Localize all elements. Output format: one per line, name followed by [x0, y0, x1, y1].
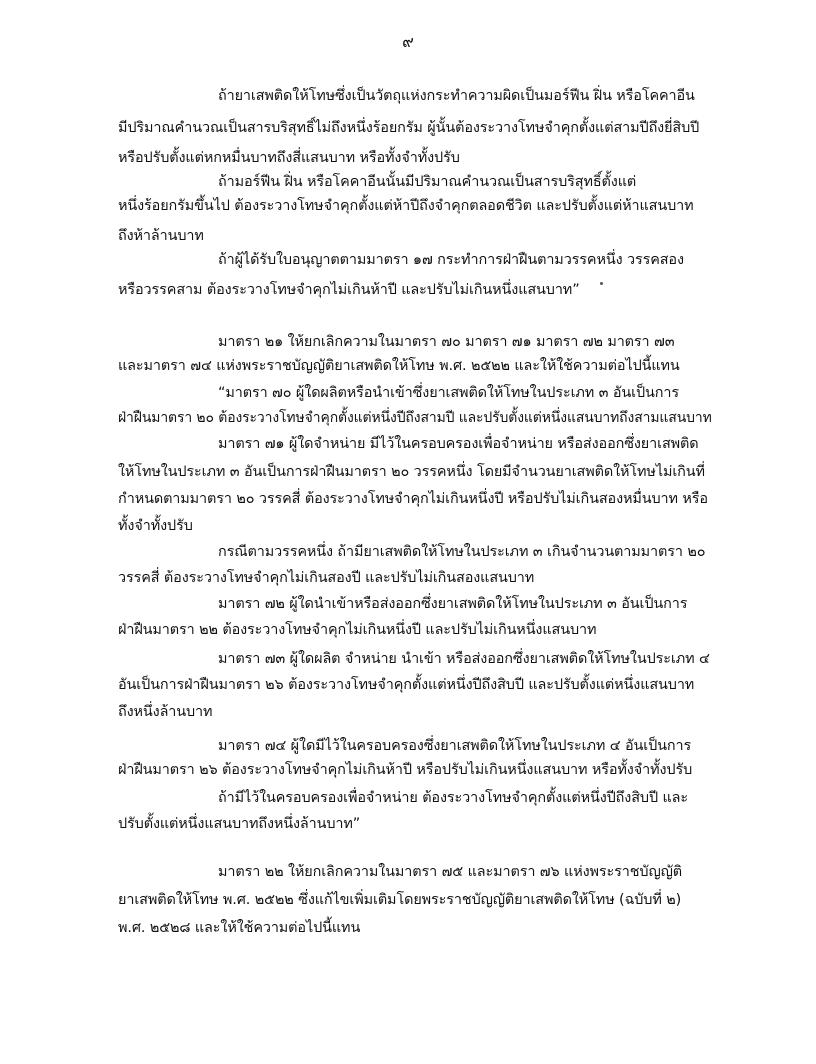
- text-line: วรรคสี่ ต้องระวางโทษจำคุกไม่เกินสองปี และปรับไม่เกินสองแสนบาท: [118, 570, 535, 586]
- text-line: ปรับตั้งแต่หนึ่งแสนบาทถึงหนึ่งล้านบาท”: [118, 816, 361, 832]
- text-line: มาตรา ๒๒ ให้ยกเลิกความในมาตรา ๗๕ และมาตรา ๗๖ แห่งพระราชบัญญัติ: [218, 864, 683, 880]
- text-line: ฝ่าฝืนมาตรา ๒๐ ต้องระวางโทษจำคุกตั้งแต่หนึ่งปีถึงสามปี และปรับตั้งแต่หนึ่งแสนบาทถึงสามแสนบาท: [118, 410, 712, 426]
- text-line: ถึงห้าล้านบาท: [118, 228, 204, 244]
- text-line: ให้โทษในประเภท ๓ อันเป็นการฝ่าฝืนมาตรา ๒๐ วรรคหนึ่ง โดยมีจำนวนยาเสพติดให้โทษไม่เกินที่: [118, 464, 705, 480]
- text-line: และมาตรา ๗๔ แห่งพระราชบัญญัติยาเสพติดให้โทษ พ.ศ. ๒๕๒๒ และให้ใช้ความต่อไปนี้แทน: [118, 358, 680, 374]
- text-line: มาตรา ๗๒ ผู้ใดนำเข้าหรือส่งออกซึ่งยาเสพติดให้โทษในประเภท ๓ อันเป็นการ: [218, 596, 688, 612]
- text-line: ถ้ามีไว้ในครอบครองเพื่อจำหน่าย ต้องระวางโทษจำคุกตั้งแต่หนึ่งปีถึงสิบปี และ: [218, 790, 688, 806]
- text-line: พ.ศ. ๒๕๒๘ และให้ใช้ความต่อไปนี้แทน: [118, 920, 361, 936]
- text-line: มาตรา ๗๑ ผู้ใดจำหน่าย มีไว้ในครอบครองเพื่อจำหน่าย หรือส่งออกซึ่งยาเสพติด: [218, 436, 699, 452]
- text-line: หนึ่งร้อยกรัมขึ้นไป ต้องระวางโทษจำคุกตั้งแต่ห้าปีถึงจำคุกตลอดชีวิต และปรับตั้งแต่ห้าแสนบาท: [118, 198, 694, 214]
- text-line: หรือวรรคสาม ต้องระวางโทษจำคุกไม่เกินห้าปี และปรับไม่เกินหนึ่งแสนบาท”: [118, 282, 580, 298]
- text-line: ถ้ามอร์ฟีน ฝิ่น หรือโคคาอีนนั้นมีปริมาณคำนวณเป็นสารบริสุทธิ์ตั้งแต่: [218, 174, 637, 190]
- stray-mark: [600, 282, 603, 285]
- text-line: อันเป็นการฝ่าฝืนมาตรา ๒๖ ต้องระวางโทษจำคุกตั้งแต่หนึ่งปีถึงสิบปี และปรับตั้งแต่หนึ่งแสนบาท: [118, 677, 695, 693]
- page-number: ๙: [402, 32, 414, 51]
- text-line: ถึงหนึ่งล้านบาท: [118, 704, 213, 720]
- text-line: มาตรา ๗๓ ผู้ใดผลิต จำหน่าย นำเข้า หรือส่งออกซึ่งยาเสพติดให้โทษในประเภท ๔: [218, 651, 710, 667]
- text-line: มาตรา ๒๑ ให้ยกเลิกความในมาตรา ๗๐ มาตรา ๗๑ มาตรา ๗๒ มาตรา ๗๓: [218, 334, 675, 350]
- text-line: ถ้าผู้ได้รับใบอนุญาตตามมาตรา ๑๗ กระทำการฝ่าฝืนตามวรรคหนึ่ง วรรคสอง: [218, 252, 684, 268]
- text-line: ถ้ายาเสพติดให้โทษซึ่งเป็นวัตถุแห่งกระทำความผิดเป็นมอร์ฟีน ฝิ่น หรือโคคาอีน: [218, 88, 695, 104]
- text-line: ยาเสพติดให้โทษ พ.ศ. ๒๕๒๒ ซึ่งแก้ไขเพิ่มเติมโดยพระราชบัญญัติยาเสพติดให้โทษ (ฉบับที่ ๒): [118, 892, 682, 908]
- text-line: กำหนดตามมาตรา ๒๐ วรรคสี่ ต้องระวางโทษจำคุกไม่เกินหนึ่งปี หรือปรับไม่เกินสองหมื่นบาท หรือ: [118, 491, 708, 507]
- text-line: ฝ่าฝืนมาตรา ๒๖ ต้องระวางโทษจำคุกไม่เกินห้าปี หรือปรับไม่เกินหนึ่งแสนบาท หรือทั้งจำทั้งปรับ: [118, 762, 693, 778]
- text-line: กรณีตามวรรคหนึ่ง ถ้ามียาเสพติดให้โทษในประเภท ๓ เกินจำนวนตามมาตรา ๒๐: [218, 544, 706, 560]
- text-line: “มาตรา ๗๐ ผู้ใดผลิตหรือนำเข้าซึ่งยาเสพติดให้โทษในประเภท ๓ อันเป็นการ: [218, 385, 679, 401]
- text-line: หรือปรับตั้งแต่หกหมื่นบาทถึงสี่แสนบาท หรือทั้งจำทั้งปรับ: [118, 150, 460, 166]
- text-line: มีปริมาณคำนวณเป็นสารบริสุทธิ์ไม่ถึงหนึ่งร้อยกรัม ผู้นั้นต้องระวางโทษจำคุกตั้งแต่สามปีถึงยี่สิบปี: [118, 120, 700, 136]
- text-line: ฝ่าฝืนมาตรา ๒๒ ต้องระวางโทษจำคุกไม่เกินหนึ่งปี และปรับไม่เกินหนึ่งแสนบาท: [118, 622, 597, 638]
- text-line: ทั้งจำทั้งปรับ: [118, 518, 193, 534]
- text-line: มาตรา ๗๔ ผู้ใดมีไว้ในครอบครองซึ่งยาเสพติดให้โทษในประเภท ๔ อันเป็นการ: [218, 738, 692, 754]
